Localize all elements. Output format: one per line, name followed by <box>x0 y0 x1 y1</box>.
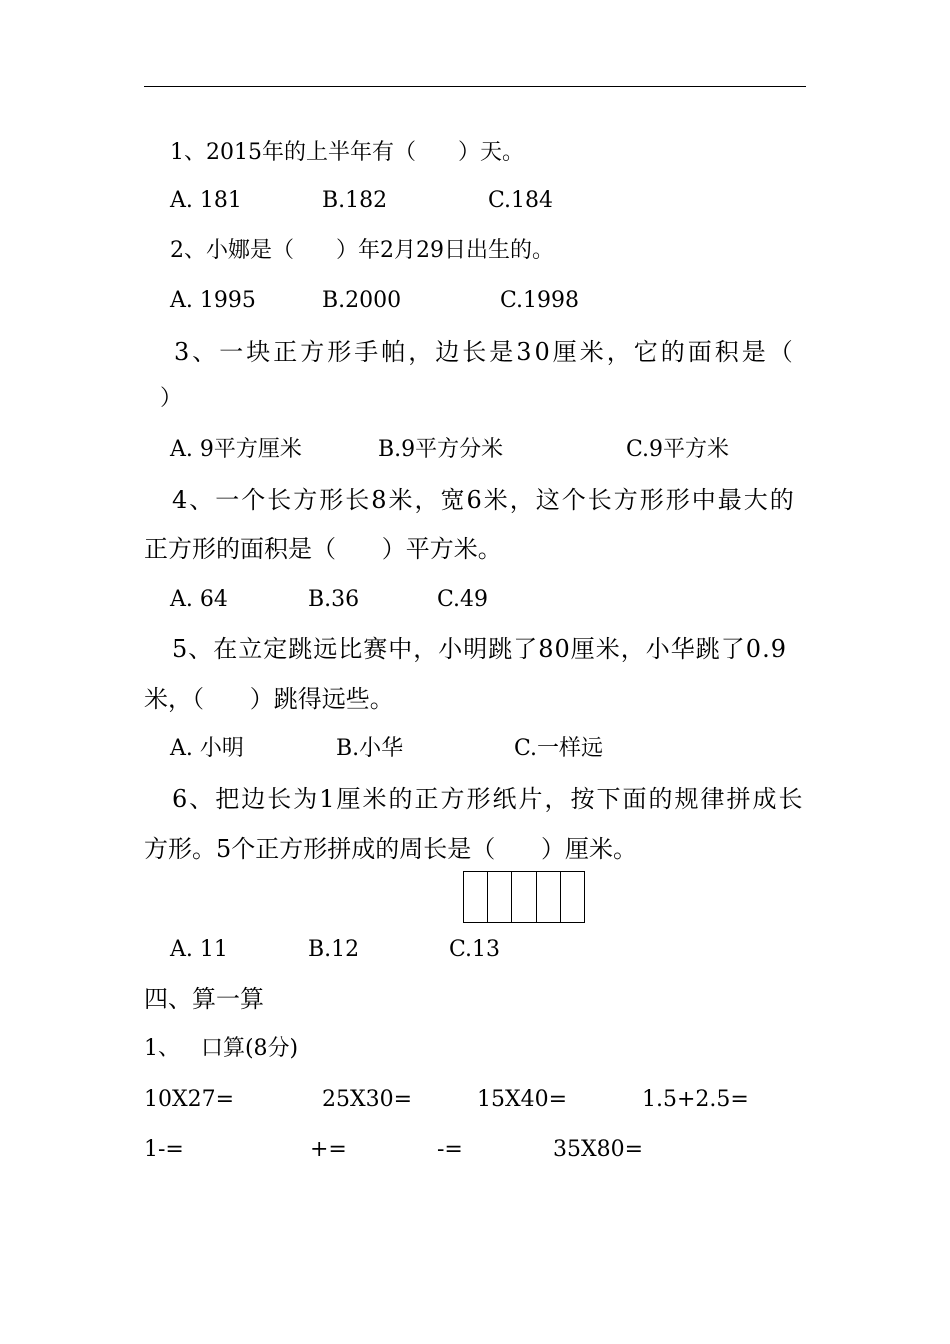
calc-item: 1-= <box>144 1137 184 1162</box>
question-6-cont: 方形。5个正方形拼成的周长是（ ）厘米。 <box>144 835 638 863</box>
q1-option-a: A. 181 <box>170 188 242 213</box>
square-cell <box>561 872 584 922</box>
q3-option-c: C.9平方米 <box>626 437 730 462</box>
q6-option-b: B.12 <box>308 937 360 962</box>
calc-item: 1.5+2.5= <box>642 1087 749 1112</box>
q5-option-b: B.小华 <box>336 736 404 761</box>
q6-option-a: A. 11 <box>170 937 228 962</box>
q4-option-b: B.36 <box>308 587 360 612</box>
calc-item: -= <box>437 1137 463 1162</box>
header-rule <box>144 86 806 87</box>
section-title: 四、算一算 <box>144 985 264 1013</box>
square-cell <box>537 872 561 922</box>
square-cell <box>488 872 512 922</box>
square-cell <box>512 872 536 922</box>
squares-figure <box>463 871 585 923</box>
q4-option-a: A. 64 <box>170 587 228 612</box>
question-4-cont: 正方形的面积是（ ）平方米。 <box>144 535 502 563</box>
question-2: 2、小娜是（ ）年2月29日出生的。 <box>170 238 554 263</box>
q5-option-a: A. 小明 <box>170 736 244 761</box>
q1-option-c: C.184 <box>488 188 554 213</box>
section-subtitle: 1、 口算(8分) <box>144 1036 299 1061</box>
q4-option-c: C.49 <box>437 587 489 612</box>
question-4: 4、一个长方形长8米，宽6米，这个长方形形中最大的 <box>172 486 796 514</box>
calc-item: += <box>310 1137 347 1162</box>
q2-option-c: C.1998 <box>500 288 580 313</box>
calc-item: 25X30= <box>322 1087 413 1112</box>
q6-option-c: C.13 <box>449 937 501 962</box>
question-6: 6、把边长为1厘米的正方形纸片，按下面的规律拼成长 <box>172 785 805 813</box>
calc-item: 10X27= <box>144 1087 235 1112</box>
calc-item: 35X80= <box>553 1137 644 1162</box>
question-3: 3、一块正方形手帕，边长是30厘米，它的面积是（ <box>174 338 796 366</box>
q1-option-b: B.182 <box>322 188 388 213</box>
question-3-cont: ） <box>160 386 183 411</box>
q3-option-a: A. 9平方厘米 <box>170 437 302 462</box>
q2-option-a: A. 1995 <box>170 288 256 313</box>
calc-item: 15X40= <box>477 1087 568 1112</box>
q3-option-b: B.9平方分米 <box>378 437 504 462</box>
q5-option-c: C.一样远 <box>514 736 604 761</box>
question-1: 1、2015年的上半年有（ ）天。 <box>170 140 524 165</box>
square-cell <box>464 872 488 922</box>
question-5-cont: 米，（ ）跳得远些。 <box>144 685 394 713</box>
question-5: 5、在立定跳远比赛中，小明跳了80厘米，小华跳了0.9 <box>172 635 787 663</box>
q2-option-b: B.2000 <box>322 288 402 313</box>
